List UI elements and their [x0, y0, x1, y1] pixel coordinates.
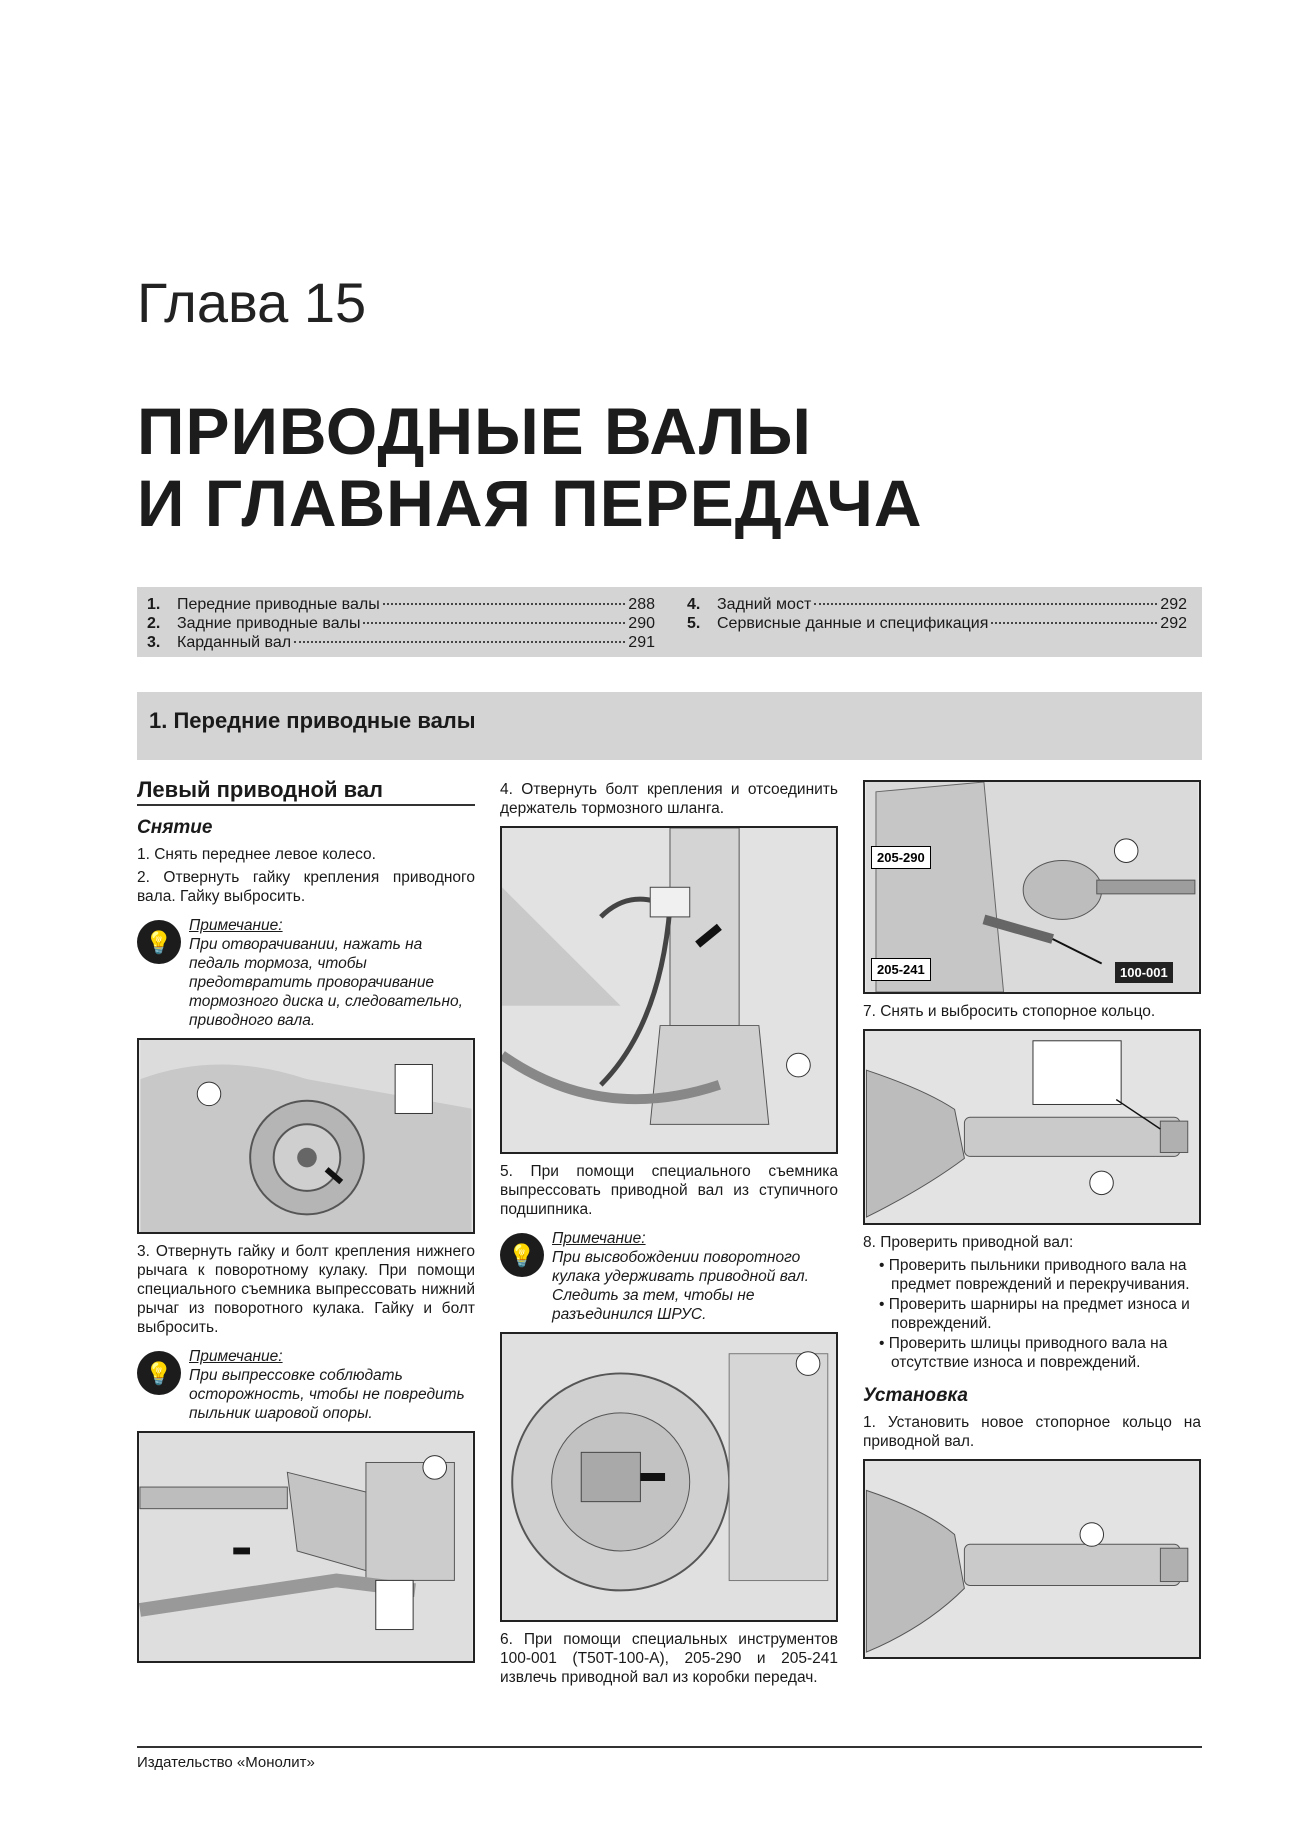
install-heading: Установка — [863, 1385, 968, 1406]
new-snap-ring-illustration — [865, 1461, 1199, 1657]
column-3 — [863, 780, 1201, 1667]
hub-illustration — [139, 1040, 473, 1232]
column-1 — [137, 777, 475, 1671]
column-2 — [500, 780, 838, 1691]
step-7: 7. Снять и выбросить стопорное кольцо. — [863, 1003, 1156, 1020]
check-item: • Проверить пыльники приводного вала на предмет повреждений и перекручивания. — [879, 1257, 1190, 1293]
step-1: 1. Снять переднее левое колесо. — [137, 846, 376, 863]
tool-label: 100-001 — [1115, 962, 1173, 983]
toc-column-left — [147, 596, 655, 653]
step-3: 3. Отвернуть гайку и болт крепления нижнего рычага к поворотному кулаку. При помощи специального съемника выпрессовать нижний рычаг из поворотного кулака. Гайку и болт выбросить. — [137, 1243, 475, 1336]
table-of-contents — [137, 587, 1202, 657]
chapter-label: Глава 15 — [137, 271, 367, 334]
toc-column-right — [687, 596, 1187, 634]
step-2: 2. Отвернуть гайку крепления приводного вала. Гайку выбросить. — [137, 869, 475, 905]
tool-label: 205-290 — [871, 846, 931, 869]
toc-item[interactable]: 3. Карданный вал 291 — [147, 634, 655, 651]
figure-lower-arm — [137, 1431, 475, 1663]
check-item: • Проверить шарниры на предмет износа и повреждений. — [879, 1296, 1190, 1332]
lightbulb-icon: 💡 — [500, 1233, 544, 1277]
removal-heading: Снятие — [137, 817, 213, 838]
toc-item[interactable]: 4. Задний мост 292 — [687, 596, 1187, 613]
footer-rule — [137, 1746, 1202, 1748]
section-title: 1. Передние приводные валы — [149, 708, 476, 733]
figure-brake-disc — [500, 1332, 838, 1622]
step-4: 4. Отвернуть болт крепления и отсоединить держатель тормозного шланга. — [500, 781, 838, 817]
snap-ring-illustration — [865, 1031, 1199, 1223]
toc-item[interactable]: 1. Передние приводные валы 288 — [147, 596, 655, 613]
check-item: • Проверить шлицы приводного вала на отсутствие износа и повреждений. — [879, 1335, 1168, 1371]
subsection-heading: Левый приводной вал — [137, 780, 475, 806]
chapter-title-line2: И ГЛАВНАЯ ПЕРЕДАЧА — [137, 466, 923, 540]
figure-special-tools — [863, 780, 1201, 994]
figure-wheel-hub — [137, 1038, 475, 1234]
note-box: 💡 Примечание: При выпрессовке соблюдать осторожность, чтобы не повредить пыльник шаровой опоры. — [137, 1347, 475, 1423]
chapter-title-line1: ПРИВОДНЫЕ ВАЛЫ — [137, 394, 812, 468]
brake-disc-illustration — [502, 1334, 836, 1620]
chapter-title — [137, 395, 922, 539]
lightbulb-icon: 💡 — [137, 920, 181, 964]
brake-hose-illustration — [502, 828, 836, 1152]
tool-label: 205-241 — [871, 958, 931, 981]
lower-arm-illustration — [139, 1433, 473, 1661]
figure-new-snap-ring — [863, 1459, 1201, 1659]
publisher-footer: Издательство «Монолит» — [137, 1754, 315, 1771]
install-step-1: 1. Установить новое стопорное кольцо на приводной вал. — [863, 1414, 1201, 1450]
note-box: 💡 Примечание: При высвобождении поворотного кулака удерживать приводной вал. Следить за тем, чтобы не разъединился ШРУС. — [500, 1229, 838, 1324]
lightbulb-icon: 💡 — [137, 1351, 181, 1395]
figure-snap-ring — [863, 1029, 1201, 1225]
step-5: 5. При помощи специального съемника выпрессовать приводной вал из ступичного подшипника. — [500, 1163, 838, 1218]
toc-item[interactable]: 2. Задние приводные валы 290 — [147, 615, 655, 632]
note-box: 💡 Примечание: При отворачивании, нажать на педаль тормоза, чтобы предотвратить проворачивание тормозного диска и, следовательно, приводного вала. — [137, 916, 475, 1030]
step-6: 6. При помощи специальных инструментов 100-001 (T50T-100-A), 205-290 и 205-241 извлечь приводной вал из коробки передач. — [500, 1631, 838, 1686]
figure-brake-hose — [500, 826, 838, 1154]
step-8: 8. Проверить приводной вал: — [863, 1234, 1074, 1251]
section-header — [137, 692, 1202, 760]
toc-item[interactable]: 5. Сервисные данные и спецификация 292 — [687, 615, 1187, 632]
